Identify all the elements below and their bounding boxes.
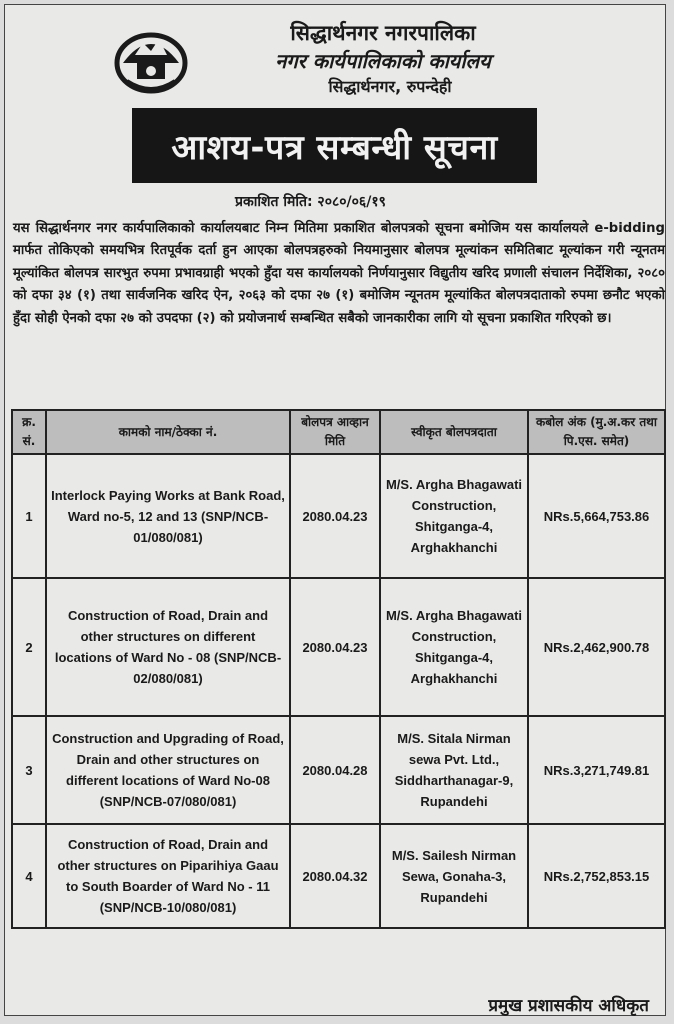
cell-sn: 1: [12, 454, 46, 578]
org-name: सिद्धार्थनगर नगरपालिका: [290, 21, 476, 45]
header-sn: क्र. सं.: [12, 410, 46, 454]
table-row: [12, 454, 665, 578]
cell-work: Construction and Upgrading of Road, Drain and other structures on different locations of Ward No-08 (SNP/NCB-07/080/081): [46, 716, 290, 824]
notice-page: [4, 4, 666, 1016]
signature-title: प्रमुख प्रशासकीय अधिकृत: [488, 996, 649, 1016]
cell-date: 2080.04.28: [290, 716, 380, 824]
header-work: कामको नाम/ठेक्का नं.: [46, 410, 290, 454]
cell-work: Construction of Road, Drain and other structures on Piparihiya Gaau to South Boarder of Ward No - 11 (SNP/NCB-10/080/081): [46, 824, 290, 928]
cell-bidder: M/S. Argha Bhagawati Construction, Shitganga-4, Arghakhanchi: [380, 578, 528, 716]
cell-work: Interlock Paying Works at Bank Road, Ward no-5, 12 and 13 (SNP/NCB-01/080/081): [46, 454, 290, 578]
table-row: [12, 824, 665, 928]
notice-title: आशय-पत्र सम्बन्धी सूचना: [132, 108, 537, 183]
published-date: प्रकाशित मिति: २०८०/०६/१९: [235, 194, 386, 210]
cell-amount: NRs.2,462,900.78: [528, 578, 665, 716]
cell-amount: NRs.2,752,853.15: [528, 824, 665, 928]
office-address: सिद्धार्थनगर, रुपन्देही: [328, 77, 452, 96]
award-table: [11, 409, 666, 929]
cell-amount: NRs.5,664,753.86: [528, 454, 665, 578]
cell-sn: 2: [12, 578, 46, 716]
cell-date: 2080.04.23: [290, 454, 380, 578]
cell-date: 2080.04.32: [290, 824, 380, 928]
table-row: [12, 578, 665, 716]
table-header-row: [12, 410, 665, 454]
cell-bidder: M/S. Argha Bhagawati Construction, Shitganga-4, Arghakhanchi: [380, 454, 528, 578]
cell-date: 2080.04.23: [290, 578, 380, 716]
cell-bidder: M/S. Sitala Nirman sewa Pvt. Ltd., Siddharthanagar-9, Rupandehi: [380, 716, 528, 824]
office-name: नगर कार्यपालिकाको कार्यालय: [275, 49, 491, 73]
header-date: बोलपत्र आव्हान मिति: [290, 410, 380, 454]
cell-sn: 3: [12, 716, 46, 824]
cell-amount: NRs.3,271,749.81: [528, 716, 665, 824]
cell-bidder: M/S. Sailesh Nirman Sewa, Gonaha-3, Rupandehi: [380, 824, 528, 928]
table-row: [12, 716, 665, 824]
notice-body: यस सिद्धार्थनगर नगर कार्यपालिकाको कार्यालयबाट निम्न मितिमा प्रकाशित बोलपत्रको सूचना बमोजिम यस कार्यालयले e-bidding मार्फत तोकिएको समयभित्र रितपूर्वक दर्ता हुन आएका बोलपत्रहरुको नियमानुसार बोलपत्र मूल्यांकन समितिबाट मूल्यांकन गरी न्यूनतम मूल्यांकित बोलपत्र सारभुत रुपमा प्रभावग्राही भएको हुँदा यस कार्यालयको निर्णयानुसार विद्युतीय खरिद प्रणाली संचालन निर्देशिका, २०८० को दफा ३४ (१) तथा सार्वजनिक खरिद ऐन, २०६३ को दफा २७ (१) बमोजिम न्यूनतम मूल्यांकित बोलपत्रदाताको रुपमा छनौट भएको हुँदा सोही ऐनको दफा २७ को उपदफा (२) को प्रयोजनार्थ सम्बन्धित सबैको जानकारीका लागि यो सूचना प्रकाशित गरिएको छ।: [13, 221, 665, 326]
cell-work: Construction of Road, Drain and other structures on different locations of Ward No - 08 (SNP/NCB-02/080/081): [46, 578, 290, 716]
cell-sn: 4: [12, 824, 46, 928]
header-amount: कबोल अंक (मु.अ.कर तथा पि.एस. समेत): [528, 410, 665, 454]
header-bidder: स्वीकृत बोलपत्रदाता: [380, 410, 528, 454]
